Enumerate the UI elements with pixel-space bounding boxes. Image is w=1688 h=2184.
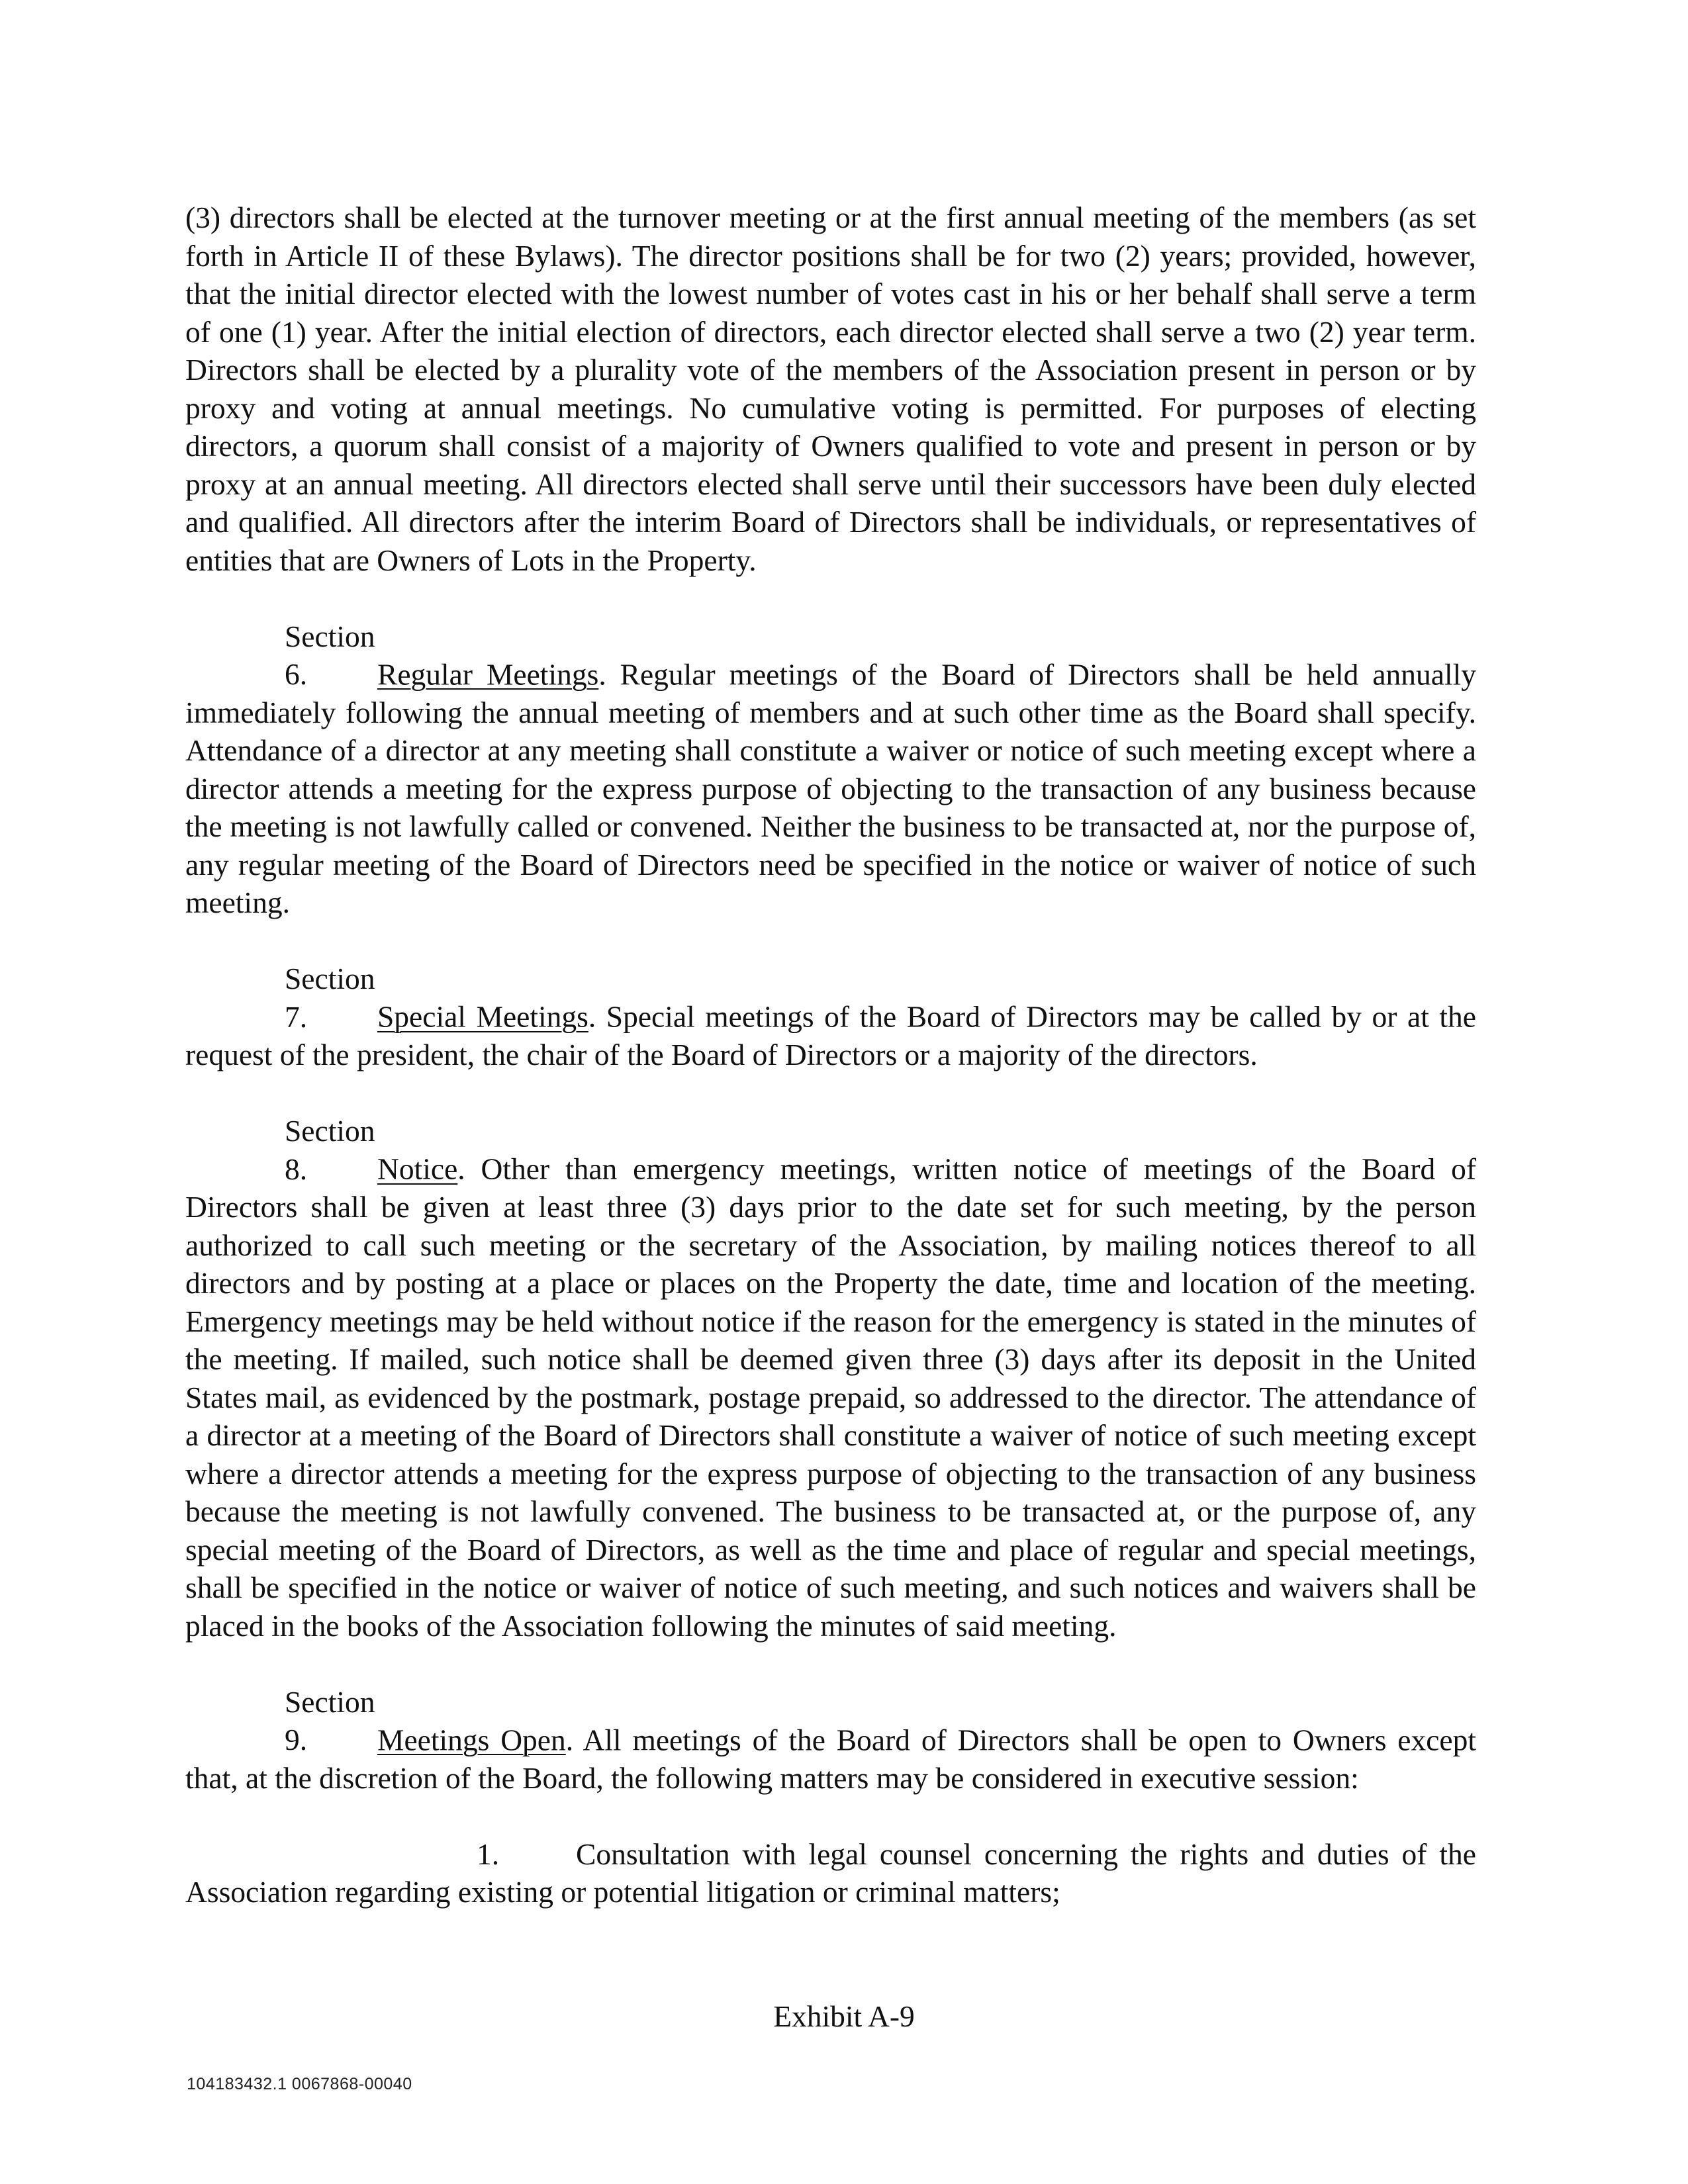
section-number: Section 8.	[285, 1114, 375, 1186]
section-heading: Meetings Open	[377, 1723, 566, 1756]
section-text: . Special meetings of the Board of Directors may be called by or at the request of the president, the chair of the Board of Directors or a majority of the directors.	[185, 999, 1477, 1071]
section-6	[185, 617, 1476, 922]
list-item-number: 1.	[477, 1837, 500, 1871]
section-heading: Regular Meetings	[377, 657, 599, 691]
section-number: Section 9.	[285, 1684, 375, 1756]
document-body	[185, 199, 1476, 1911]
list-item	[185, 1835, 1476, 1911]
section-number: Section 6.	[285, 619, 375, 691]
section-heading: Notice	[377, 1152, 458, 1186]
section-8	[185, 1112, 1476, 1645]
section-text: . Other than emergency meetings, written notice of meetings of the Board of Directors shall be given at least three (3) days prior to the date set for such meeting, by the person authorized to call such meeting or the secretary of the Association, by mailing notices thereof to all directors and by posting at a place or places on the Property the date, time and location of the meeting. Emergency meetings may be held without notice if the reason for the emergency is stated in the minutes of the meeting. If mailed, such notice shall be deemed given three (3) days after its deposit in the United States mail, as evidenced by the postmark, postage prepaid, so addressed to the director. The attendance of a director at a meeting of the Board of Directors shall constitute a waiver of notice of such meeting except where a director attends a meeting for the express purpose of objecting to the transaction of any business because the meeting is not lawfully convened. The business to be transacted at, or the purpose of, any special meeting of the Board of Directors, as well as the time and place of regular and special meetings, shall be specified in the notice or waiver of notice of such meeting, and such notices and waivers shall be placed in the books of the Association following the minutes of said meeting.	[185, 1152, 1476, 1643]
exhibit-label: Exhibit A-9	[773, 1999, 915, 2033]
list-item-text: Consultation with legal counsel concerning the rights and duties of the Association regarding existing or potential litigation or criminal matters;	[185, 1837, 1476, 1909]
section-text: . All meetings of the Board of Directors shall be open to Owners except that, at the discretion of the Board, the following matters may be considered in executive session:	[185, 1723, 1476, 1795]
document-id: 104183432.1 0067868-00040	[187, 2075, 412, 2093]
section-text: . Regular meetings of the Board of Directors shall be held annually immediately following the annual meeting of members and at such other time as the Board shall specify. Attendance of a director at any meeting shall constitute a waiver or notice of such meeting except where a director attends a meeting for the express purpose of objecting to the transaction of any business because the meeting is not lawfully called or convened. Neither the business to be transacted at, nor the purpose of, any regular meeting of the Board of Directors need be specified in the notice or waiver of notice of such meeting.	[185, 657, 1476, 919]
section-number: Section 7.	[285, 962, 375, 1034]
section-heading: Special Meetings	[377, 999, 588, 1034]
section-9	[185, 1683, 1476, 1797]
intro-paragraph: (3) directors shall be elected at the turnover meeting or at the first annual meeting of the members (as set forth in Article II of these Bylaws). The director positions shall be for two (2) years; provided, however, that the initial director elected with the lowest number of votes cast in his or her behalf shall serve a term of one (1) year. After the initial election of directors, each director elected shall serve a two (2) year term. Directors shall be elected by a plurality vote of the members of the Association present in person or by proxy and voting at annual meetings. No cumulative voting is permitted. For purposes of electing directors, a quorum shall consist of a majority of Owners qualified to vote and present in person or by proxy at an annual meeting. All directors elected shall serve until their successors have been duly elected and qualified. All directors after the interim Board of Directors shall be individuals, or representatives of entities that are Owners of Lots in the Property.	[185, 201, 1476, 577]
section-7	[185, 960, 1476, 1074]
